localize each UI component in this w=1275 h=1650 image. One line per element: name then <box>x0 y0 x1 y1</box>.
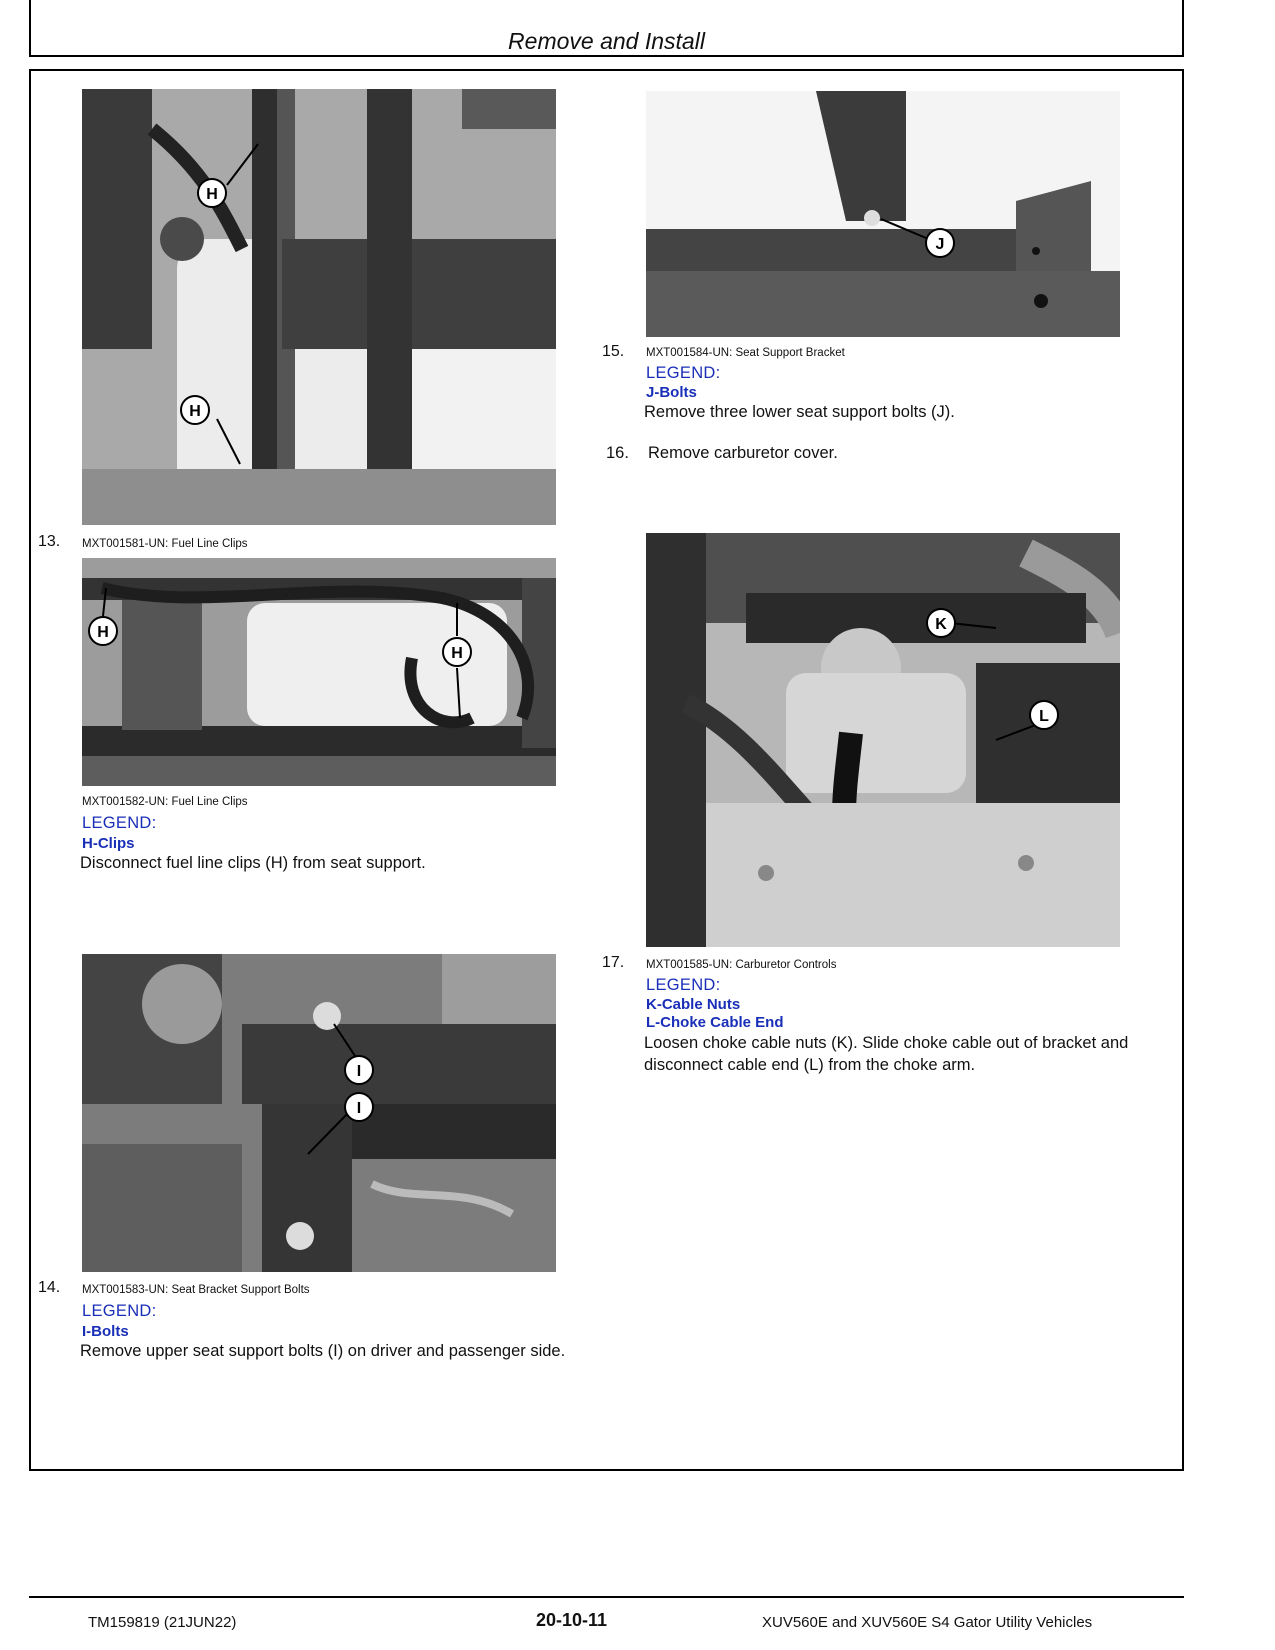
svg-text:I: I <box>356 1063 362 1080</box>
document-id: TM159819 (21JUN22) <box>88 1614 237 1631</box>
step-number: 16. <box>606 444 629 462</box>
legend-heading: LEGEND: <box>646 364 721 382</box>
svg-text:H: H <box>206 186 218 203</box>
svg-text:I: I <box>356 1100 362 1117</box>
callouts-figure-3 <box>82 954 556 1272</box>
step-instruction: Remove carburetor cover. <box>648 444 838 462</box>
callout-j-marker <box>926 229 954 257</box>
legend-heading: LEGEND: <box>646 976 721 994</box>
callout-h-marker <box>198 179 226 207</box>
step-number: 14. <box>38 1279 61 1296</box>
step-number: 17. <box>602 954 625 971</box>
legend-item: H-Clips <box>82 835 135 852</box>
page-number: 20-10-11 <box>536 1610 608 1630</box>
step-instruction: Remove upper seat support bolts (I) on driver and passenger side. <box>80 1342 566 1360</box>
step-instruction: Remove three lower seat support bolts (J). <box>644 403 955 421</box>
step-instruction: Loosen choke cable nuts (K). Slide choke cable out of bracket and disconnect cable end (L) from the choke arm. <box>644 1034 1129 1074</box>
section-title: Remove and Install <box>508 28 705 54</box>
figure-caption: MXT001582-UN: Fuel Line Clips <box>82 796 248 808</box>
callouts-figure-4 <box>646 91 1120 337</box>
step-instruction: Disconnect fuel line clips (H) from seat support. <box>80 854 426 872</box>
svg-text:J: J <box>935 236 945 253</box>
callout-k-marker <box>927 609 955 637</box>
svg-text:H: H <box>97 624 109 641</box>
callout-h-marker <box>89 617 117 645</box>
product-name: XUV560E and XUV560E S4 Gator Utility Vehicles <box>762 1614 1093 1631</box>
callouts-figure-2 <box>82 558 556 786</box>
footer-rule <box>29 1596 1184 1598</box>
svg-text:K: K <box>935 616 947 633</box>
callout-h-marker <box>443 638 471 666</box>
legend-item: I-Bolts <box>82 1323 129 1340</box>
callouts-figure-5 <box>646 533 1120 947</box>
svg-text:H: H <box>451 645 463 662</box>
callout-i-marker <box>345 1056 373 1084</box>
svg-text:L: L <box>1039 708 1049 725</box>
legend-item: J-Bolts <box>646 384 697 401</box>
callout-i-marker <box>345 1093 373 1121</box>
figure-caption: MXT001584-UN: Seat Support Bracket <box>646 347 845 359</box>
step-number: 13. <box>38 533 61 550</box>
svg-text:H: H <box>189 403 201 420</box>
figure-caption: MXT001583-UN: Seat Bracket Support Bolts <box>82 1284 310 1296</box>
legend-heading: LEGEND: <box>82 1302 157 1320</box>
step-number: 15. <box>602 343 625 360</box>
legend-item: L-Choke Cable End <box>646 1014 784 1031</box>
figure-caption: MXT001585-UN: Carburetor Controls <box>646 959 837 971</box>
callout-l-marker <box>1030 701 1058 729</box>
figure-caption: MXT001581-UN: Fuel Line Clips <box>82 538 248 550</box>
legend-item: K-Cable Nuts <box>646 996 741 1013</box>
callouts-figure-1 <box>82 89 556 525</box>
callout-h-marker <box>181 396 209 424</box>
legend-heading: LEGEND: <box>82 814 157 832</box>
